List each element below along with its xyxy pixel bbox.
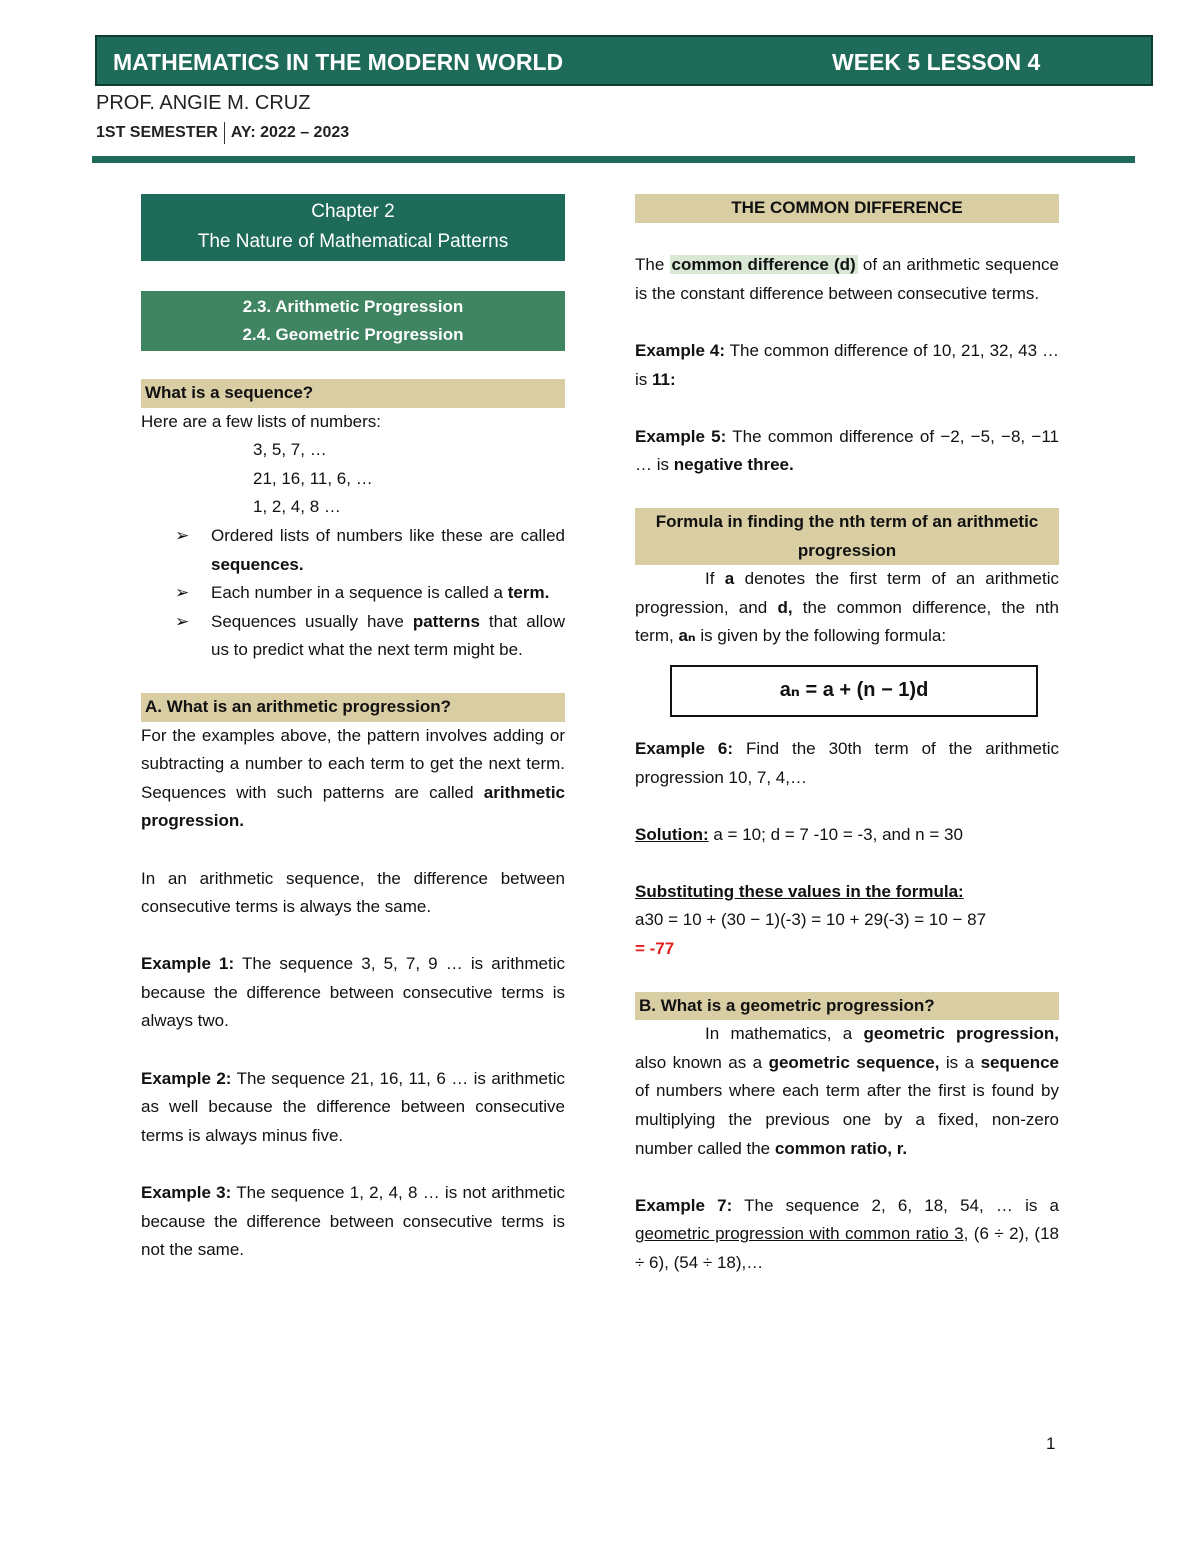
spacer <box>635 394 1059 423</box>
substitution-heading <box>635 878 1059 907</box>
section-arithmetic: 2.3. Arithmetic Progression <box>242 297 464 316</box>
arrow-bullet-icon: ➢ <box>175 583 190 603</box>
example-label: Example 3: <box>141 1183 232 1203</box>
geometric-definition <box>635 1020 1059 1163</box>
bullet-text: Each number in a sequence is called a <box>211 583 508 603</box>
paragraph-text: In mathematics, a <box>705 1024 864 1044</box>
bullet-bold: term. <box>507 583 550 603</box>
example-4 <box>635 337 1059 394</box>
highlighted-term: common difference (d) <box>671 255 856 275</box>
substitution-equation: a30 = 10 + (30 − 1)(-3) = 10 + 29(-3) = 10 − 87 <box>635 910 987 930</box>
example-6 <box>635 735 1059 792</box>
arrow-bullet-icon: ➢ <box>175 611 190 631</box>
example-label: Example 2: <box>141 1068 232 1088</box>
week-lesson: WEEK 5 LESSON 4 <box>832 49 1041 75</box>
academic-year: AY: 2022 – 2023 <box>230 124 350 142</box>
arrow-bullet-icon: ➢ <box>175 525 190 545</box>
example-text: Find the 30th term of the arithmetic progression 10, 7, 4,… <box>635 738 1059 787</box>
example-label: Example 4: <box>635 340 725 360</box>
professor-name: PROF. ANGIE M. CRUZ <box>96 92 311 114</box>
example-text: , (6 ÷ 2), (18 ÷ 6), (54 ÷ 18),… <box>635 1224 1059 1272</box>
bullet-item <box>141 608 565 665</box>
paragraph-text: denotes the first term of an arithmetic progression, and <box>635 569 1059 617</box>
paragraph-text: The <box>635 255 670 275</box>
spacer <box>635 223 1059 252</box>
common-difference-definition <box>635 251 1059 308</box>
example-5 <box>635 423 1059 480</box>
example-2 <box>141 1065 565 1151</box>
paragraph-bold: common ratio, r. <box>774 1138 908 1158</box>
course-title: MATHEMATICS IN THE MODERN WORLD <box>113 49 564 75</box>
paragraph-text: is a <box>939 1052 981 1072</box>
example-text: The sequence 1, 2, 4, 8 … is not arithmetic because the difference between consecutive terms is not the same. <box>141 1183 566 1260</box>
header-banner <box>95 35 1153 86</box>
section-geometric: 2.4. Geometric Progression <box>242 325 464 344</box>
list-example-2: 21, 16, 11, 6, … <box>253 468 373 488</box>
example-bold: 11: <box>652 369 676 389</box>
intro-text: Here are a few lists of numbers: <box>141 411 381 431</box>
example-1 <box>141 950 565 1036</box>
formula-paragraph <box>635 565 1059 651</box>
bullet-text: that allow us to predict what the next term might be. <box>211 611 565 660</box>
bullet-text: Ordered lists of numbers like these are called <box>211 525 565 545</box>
list-example-1: 3, 5, 7, … <box>253 440 327 460</box>
bullet-bold: sequences. <box>211 554 304 574</box>
heading-what-is-sequence: What is a sequence? <box>141 379 565 408</box>
semester-line <box>96 122 349 144</box>
paragraph-text: is given by the following formula: <box>695 626 947 646</box>
substitution-label: Substituting these values in the formula: <box>635 881 964 901</box>
spacer <box>141 922 565 951</box>
spacer <box>635 308 1059 337</box>
spacer <box>635 1163 1059 1192</box>
example-text: The sequence 3, 5, 7, 9 … is arithmetic because the difference between consecutive terms is always two. <box>141 954 565 1031</box>
heading-geometric-progression: B. What is a geometric progression? <box>635 992 1059 1021</box>
solution-label: Solution: <box>635 824 709 844</box>
left-column <box>141 194 565 1265</box>
variable-d: d, <box>777 597 793 617</box>
bullet-bold: patterns <box>412 611 480 631</box>
paragraph-bold: arithmetic progression. <box>141 782 565 831</box>
underlined-text: geometric progression with common ratio 3 <box>635 1224 964 1244</box>
example-text: The common difference of 10, 21, 32, 43 … is <box>635 340 1060 389</box>
header-rule <box>92 156 1135 163</box>
bullet-text: Sequences usually have <box>211 611 413 631</box>
example-3 <box>141 1179 565 1265</box>
example-7 <box>635 1192 1059 1278</box>
example-bold: negative three. <box>673 455 794 475</box>
spacer <box>635 717 1059 735</box>
paragraph-text: of an arithmetic sequence is the constant difference between consecutive terms. <box>635 255 1059 303</box>
heading-common-difference: THE COMMON DIFFERENCE <box>635 194 1059 223</box>
spacer <box>141 1036 565 1065</box>
arith-paragraph-1 <box>141 722 565 836</box>
substitution-result: = -77 <box>635 939 675 959</box>
divider <box>224 122 225 144</box>
paragraph-text: of numbers where each term after the first is found by multiplying the previous one by a fixed, non-zero number called the <box>635 1081 1059 1158</box>
chapter-box <box>141 194 565 261</box>
spacer <box>141 1150 565 1179</box>
paragraph-bold: geometric sequence, <box>768 1052 940 1072</box>
example-label: Example 5: <box>635 426 727 446</box>
chapter-title: The Nature of Mathematical Patterns <box>197 231 509 252</box>
bullet-item <box>141 522 565 579</box>
list-example-3: 1, 2, 4, 8 … <box>253 497 341 517</box>
spacer <box>635 792 1059 821</box>
example-label: Example 6: <box>635 738 733 758</box>
solution-line <box>635 821 1059 850</box>
variable-an: aₙ <box>678 626 696 646</box>
spacer <box>141 836 565 865</box>
page-number: 1 <box>1046 1434 1056 1453</box>
example-text: The sequence 2, 6, 18, 54, … is a <box>732 1195 1059 1215</box>
paragraph-text: If <box>705 569 725 589</box>
heading-arithmetic-progression: A. What is an arithmetic progression? <box>141 693 565 722</box>
spacer <box>635 849 1059 878</box>
paragraph-text: the common difference, the nth term, <box>635 597 1059 646</box>
semester: 1ST SEMESTER <box>96 124 218 142</box>
example-text: The common difference of −2, −5, −8, −11 … is <box>635 426 1059 475</box>
example-text: The sequence 21, 16, 11, 6 … is arithmetic as well because the difference between consecutive terms is always minus five. <box>141 1068 566 1145</box>
example-label: Example 1: <box>141 954 235 974</box>
bullet-item <box>141 579 565 608</box>
paragraph-text: also known as a <box>635 1052 769 1072</box>
paragraph-bold: sequence <box>980 1052 1059 1072</box>
heading-nth-term-formula: Formula in finding the nth term of an arithmetic progression <box>635 508 1059 565</box>
formula-box: aₙ = a + (n − 1)d <box>670 665 1038 717</box>
paragraph-text: For the examples above, the pattern involves adding or subtracting a number to each term to get the next term. Sequences with such patterns are called <box>141 725 565 802</box>
example-label: Example 7: <box>635 1195 733 1215</box>
paragraph-bold: geometric progression, <box>863 1024 1060 1044</box>
section-box <box>141 291 565 351</box>
right-column <box>635 194 1059 1278</box>
variable-a: a <box>724 569 735 589</box>
chapter-number: Chapter 2 <box>311 201 395 222</box>
solution-text: a = 10; d = 7 -10 = -3, and n = 30 <box>708 824 963 844</box>
arith-paragraph-2: In an arithmetic sequence, the difference between consecutive terms is always the same. <box>141 868 565 917</box>
